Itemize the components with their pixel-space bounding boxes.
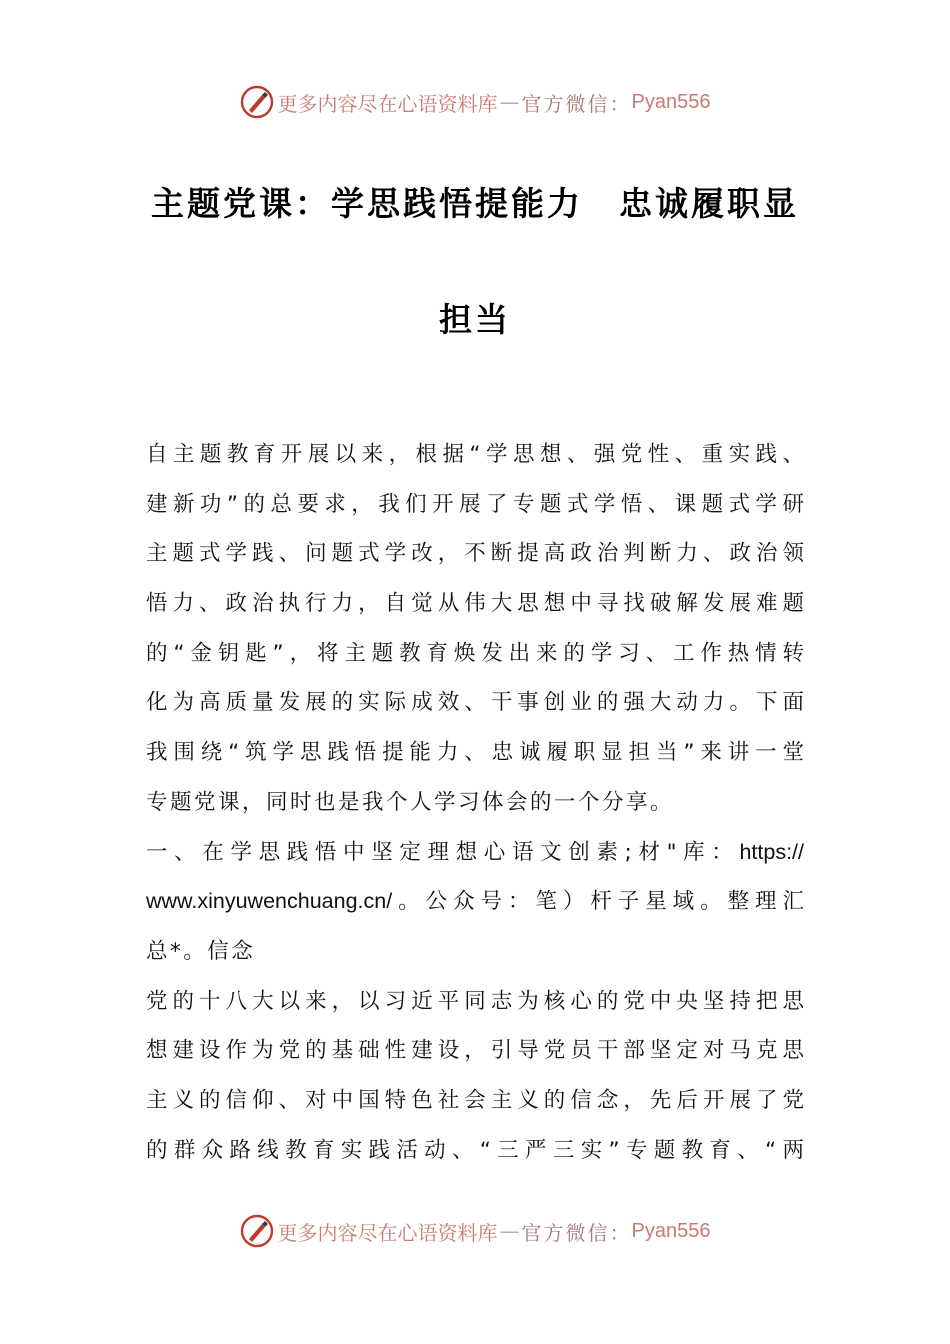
paragraph-line: 主义的信仰、对中国特色社会主义的信念，先后开展了党 <box>146 1087 804 1113</box>
paragraph-line: 的“金钥匙”，将主题教育焕发出来的学习、工作热情转 <box>146 640 804 666</box>
page-title-line-1: 主题党课：学思践悟提能力 忠诚履职显 <box>151 184 799 223</box>
section-heading-line <box>146 877 804 927</box>
pen-logo-icon <box>240 1214 274 1248</box>
paragraph-line: 化为高质量发展的实际成效、干事创业的强大动力。下面 <box>146 690 804 716</box>
paragraph-line: 的群众路线教育实践活动、“三严三实”专题教育、“两 <box>146 1137 804 1163</box>
section-heading-line: 总*。信念 <box>146 938 256 964</box>
pen-logo-icon <box>240 85 274 119</box>
paragraph-line: 党的十八大以来，以习近平同志为核心的党中央坚持把思 <box>146 988 804 1014</box>
section-heading-text: 一、在学思践悟中坚定理想心语文创素;材"库： <box>146 839 740 865</box>
watermark-wechat-label: 官方微信： <box>521 1220 632 1245</box>
section-heading-text: 。公众号：笔）杆子星域。整理汇 <box>392 889 804 915</box>
page-title-line-2: 担当 <box>439 300 511 339</box>
watermark-wechat-id: Pyan556 <box>631 1219 711 1242</box>
paragraph-line: 想建设作为党的基础性建设，引导党员干部坚定对马克思 <box>146 1038 804 1064</box>
watermark-wechat-id: Pyan556 <box>631 90 711 113</box>
footer-watermark <box>0 1211 950 1251</box>
paragraph-line: 专题党课，同时也是我个人学习体会的一个分享。 <box>146 789 675 815</box>
watermark-separator: — <box>499 1219 520 1243</box>
paragraph-line: 悟力、政治执行力，自觉从伟大思想中寻找破解发展难题 <box>146 591 804 617</box>
paragraph-line: 主题式学践、问题式学改，不断提高政治判断力、政治领 <box>146 541 804 567</box>
paragraph-line: 我围绕“筑学思践悟提能力、忠诚履职显担当”来讲一堂 <box>146 740 804 766</box>
section-url-part-1: https:// <box>739 839 804 864</box>
document-body <box>146 430 804 1175</box>
watermark-wechat-label: 官方微信： <box>521 91 632 116</box>
section-heading-line <box>146 828 804 878</box>
watermark-text: 更多内容尽在心语资料库 <box>277 1220 498 1245</box>
header-watermark <box>0 82 950 122</box>
section-url-part-2: www.xinyuwenchuang.cn/ <box>146 889 393 914</box>
watermark-text: 更多内容尽在心语资料库 <box>277 91 498 116</box>
watermark-separator: — <box>499 90 520 114</box>
paragraph-line: 自主题教育开展以来，根据“学思想、强党性、重实践、 <box>146 442 804 467</box>
paragraph-line: 建新功”的总要求，我们开展了专题式学悟、课题式学研 <box>146 491 804 517</box>
